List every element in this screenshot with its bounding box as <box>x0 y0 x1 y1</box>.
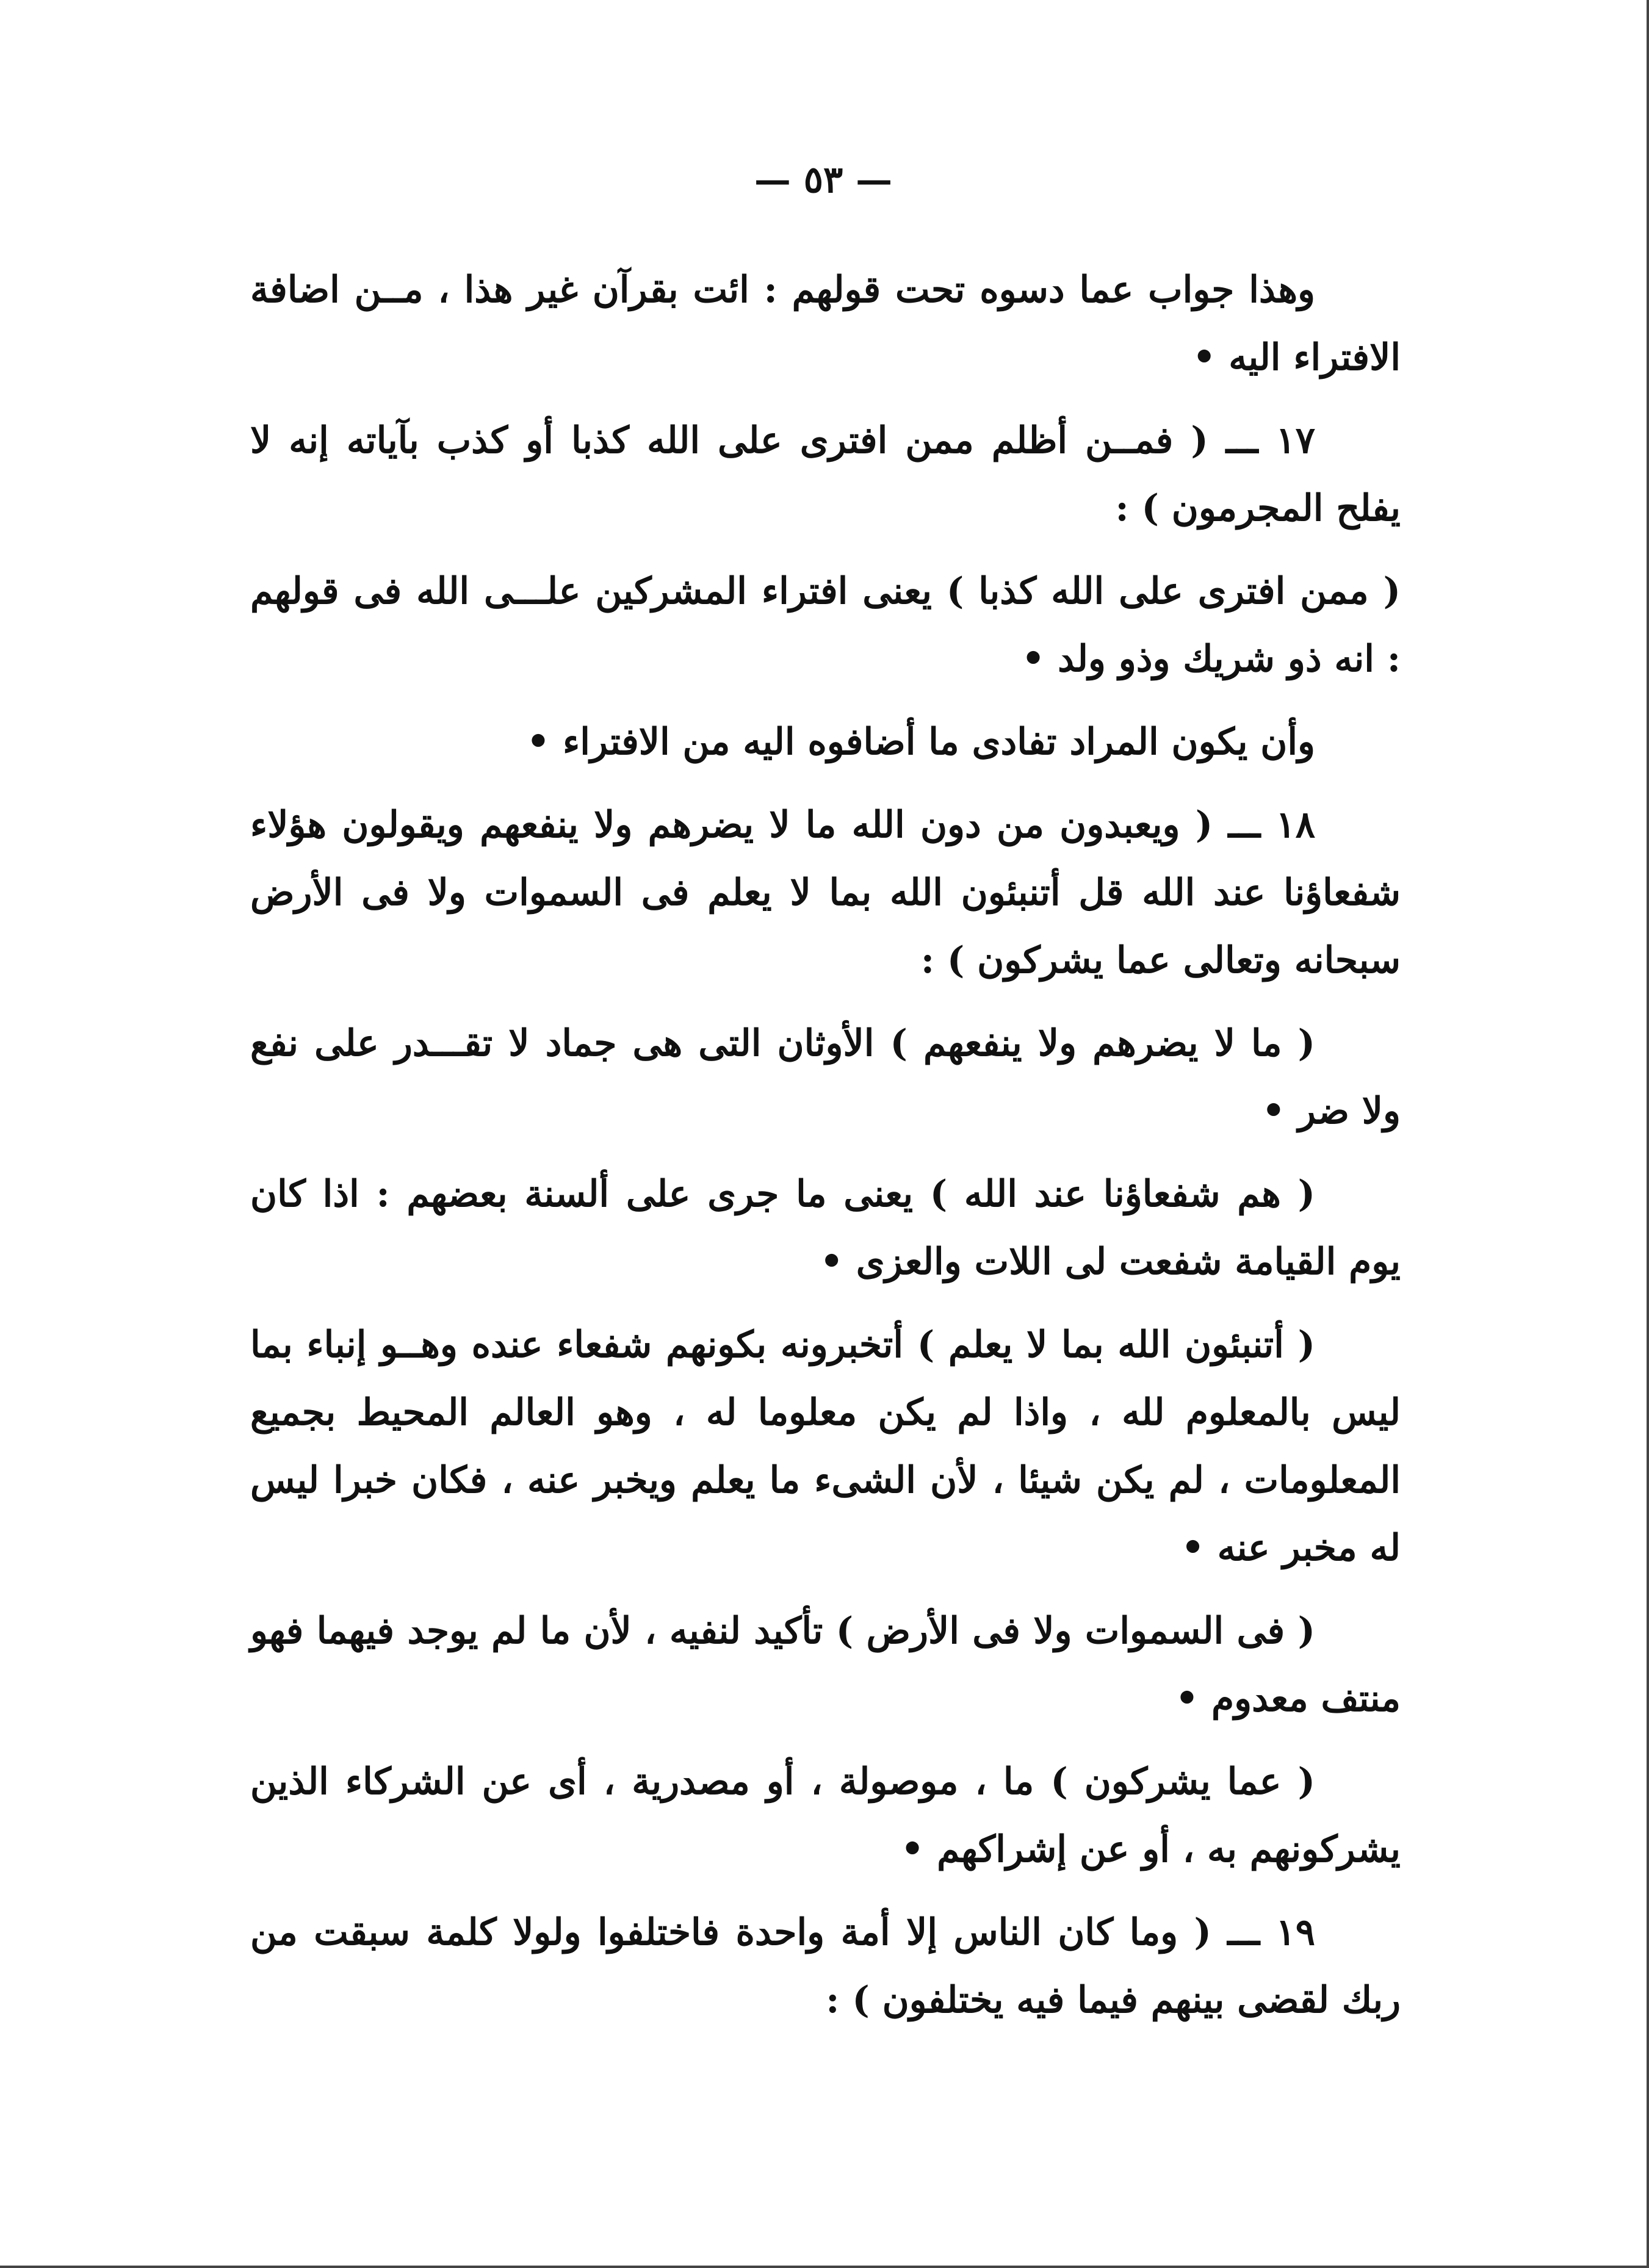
paragraph: ( عما يشركون ) ما ، موصولة ، أو مصدرية ، أى عن الشركاء الذين يشركونهم به ، أو عن إشراكهم • <box>250 1760 1401 1871</box>
paragraph: وأن يكون المراد تفادى ما أضافوه اليه من الافتراء • <box>526 721 1315 763</box>
paragraph: ( أتنبئون الله بما لا يعلم ) أتخبرونه بكونهم شفعاء عنده وهــو إنباء بما ليس بالمعلوم لله ، واذا لم يكن معلوما له ، وهو العالم المحيط بجميع المعلومات ، لم يكن شيئا ، لأن الشىء ما يعلم ويخبر عنه ، فكان خبرا ليس له مخبر عنه • <box>250 1323 1401 1569</box>
paragraph: وهذا جواب عما دسوه تحت قولهم : ائت بقرآن غير هذا ، مــن اضافة الافتراء اليه • <box>250 268 1401 379</box>
paragraph: ( ممن افترى على الله كذبا ) يعنى افتراء المشركين علـــى الله فى قولهم : انه ذو شريك وذو ولد • <box>250 570 1401 680</box>
verse-paragraph: ١٨ ـــ ( ويعبدون من دون الله ما لا يضرهم ولا ينفعهم ويقولون هؤلاء شفعاؤنا عند الله قل أتنبئون الله بما لا يعلم فى السموات ولا فى الأرض سبحانه وتعالى عما يشركون ) : <box>250 804 1401 982</box>
verse-paragraph: ١٩ ـــ ( وما كان الناس إلا أمة واحدة فاختلفوا ولولا كلمة سبقت من ربك لقضى بينهم فيما فيه يختلفون ) : <box>250 1911 1401 2021</box>
page-number: — ٥٣ — <box>754 159 893 201</box>
verse-paragraph: ١٧ ـــ ( فمــن أظلم ممن افترى على الله كذبا أو كذب بآياته إنه لا يفلح المجرمون ) : <box>250 419 1401 530</box>
paragraph: ( ما لا يضرهم ولا ينفعهم ) الأوثان التى هى جماد لا تقـــدر على نفع ولا ضر • <box>250 1022 1401 1132</box>
page-body <box>250 256 1401 2050</box>
paragraph: ( فى السموات ولا فى الأرض ) تأكيد لنفيه ، لأن ما لم يوجد فيهما فهو منتف معدوم • <box>250 1610 1401 1720</box>
paragraph: ( هم شفعاؤنا عند الله ) يعنى ما جرى على ألسنة بعضهم : اذا كان يوم القيامة شفعت لى اللات والعزى • <box>250 1173 1401 1283</box>
